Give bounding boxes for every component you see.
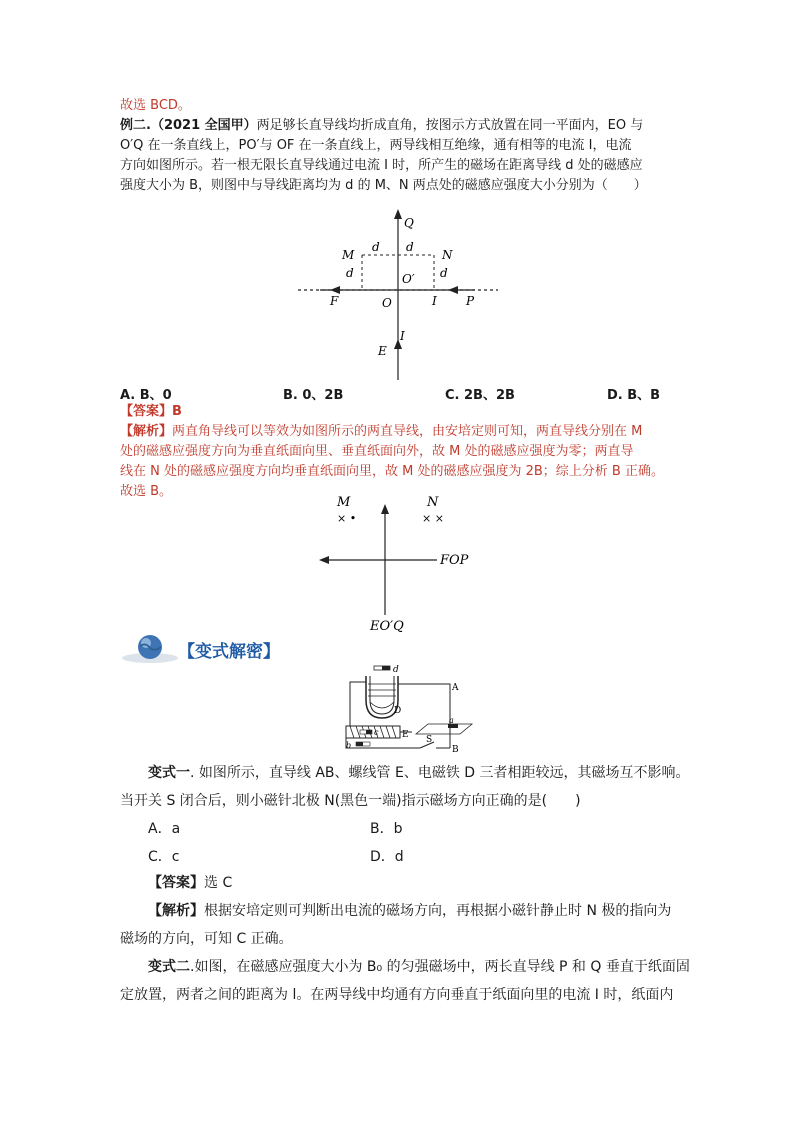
analysis1-line4: 故选 B。 [120, 484, 173, 499]
variant2-line2: 定放置，两者之间的距离为 l。在两导线中均通有方向垂直于纸面向里的电流 I 时，纸面内 [120, 987, 674, 1003]
globe-icon [120, 632, 180, 666]
label-a: a [449, 716, 454, 725]
variant1-answer-label: 【答案】 [148, 875, 204, 891]
variant1-answer [148, 872, 232, 894]
label-M: M [342, 248, 355, 262]
label-c: c [374, 728, 379, 737]
label-I-horizontal: I [432, 294, 437, 308]
label-N2: N [427, 495, 439, 510]
variant1-analysis-label: 【解析】 [148, 903, 204, 919]
variant1-analysis-line1 [148, 900, 671, 922]
label-d-right: d [440, 266, 448, 280]
variant1-option-C: C．c [148, 849, 180, 865]
variant2-label: 变式二 [148, 959, 190, 975]
example2-line3: 方向如图所示。若一根无限长直导线通过电流 I 时，所产生的磁场在距离导线 d 处的磁感应 [120, 158, 643, 173]
arrow-up-icon [381, 504, 389, 514]
label-FOP: FOP [440, 553, 469, 568]
variant1-analysis-line2: 磁场的方向，可知 C 正确。 [120, 931, 293, 947]
N-field-marks: × × [422, 512, 444, 525]
answer1 [120, 402, 182, 422]
analysis1-line2: 处的磁感应强度方向为垂直纸面向里、垂直纸面向外，故 M 处的磁感应强度为零；两直导 [120, 444, 634, 459]
label-d-top-left: d [372, 240, 380, 254]
option-A: A. B、0 [120, 388, 172, 403]
label-d-top-right: d [406, 240, 414, 254]
previous-answer: 故选 BCD。 [120, 98, 191, 113]
option-C: C. 2B、2B [445, 388, 515, 403]
label-P: P [466, 294, 475, 308]
circuit-diagram [340, 662, 480, 754]
label-S: S [426, 735, 433, 745]
variant1-option-D: D．d [370, 849, 404, 865]
equivalent-wire-diagram [315, 490, 495, 635]
label-O-prime: O′ [402, 272, 415, 286]
variant1-text1: . 如图所示，直导线 AB、螺线管 E、电磁铁 D 三者相距较远，其磁场互不影响。 [190, 765, 690, 781]
label-d3: d [393, 665, 399, 675]
label-E: E [378, 344, 387, 358]
label-M2: M [337, 495, 351, 510]
label-N: N [442, 248, 453, 262]
label-B: B [452, 745, 459, 754]
arrow-left-icon [330, 286, 340, 294]
answer1-value: B [172, 404, 182, 419]
arrow-left-icon [448, 286, 458, 294]
label-E3: E [402, 730, 409, 740]
label-EOQ: EO′Q [370, 619, 404, 634]
analysis1-label: 【解析】 [120, 424, 173, 439]
section-title: 【变式解密】 [178, 642, 280, 662]
label-b: b [346, 741, 352, 750]
analysis1-line3: 线在 N 处的磁感应强度方向均垂直纸面向里，故 M 处的磁感应强度为 2B；综上分析 B 正确。 [120, 464, 664, 479]
variant1-line1 [148, 762, 690, 784]
example2-line1 [120, 116, 643, 136]
option-D: D. B、B [607, 388, 661, 403]
variant1-label: 变式一 [148, 765, 190, 781]
variant2-text1: .如图，在磁感应强度大小为 B₀ 的匀强磁场中，两长直导线 P 和 Q 垂直于纸面固 [190, 959, 690, 975]
analysis1-line1 [120, 422, 642, 442]
label-O: O [382, 296, 392, 310]
variant2-line1 [148, 956, 690, 978]
label-I-vertical: I [400, 329, 405, 343]
label-Q: Q [404, 216, 414, 230]
wire-diagram [290, 205, 510, 383]
M-field-marks: × • [337, 512, 357, 525]
example2-source: （2021 全国甲） [150, 118, 257, 133]
variant1-option-B: B．b [370, 821, 403, 837]
variant1-line2: 当开关 S 闭合后，则小磁针北极 N(黑色一端)指示磁场方向正确的是( ) [120, 793, 581, 809]
label-d-left: d [346, 266, 354, 280]
example2-label: 例二. [120, 118, 151, 133]
label-F: F [330, 294, 339, 308]
analysis1-text1: 两直角导线可以等效为如图所示的两直导线，由安培定则可知，两直导线分别在 M [172, 424, 643, 439]
option-B: B. 0、2B [283, 388, 344, 403]
variant1-answer-value: 选 C [204, 875, 233, 891]
answer1-label: 【答案】 [120, 404, 173, 419]
label-D: D [394, 706, 402, 716]
example2-line4: 强度大小为 B，则图中与导线距离均为 d 的 M、N 两点处的磁感应强度大小分别为（ ） [120, 178, 647, 193]
arrow-up-icon [394, 209, 402, 219]
example2-line2: O′Q 在一条直线上，PO′与 OF 在一条直线上，两导线相互绝缘，通有相等的电流 I，电流 [120, 138, 632, 153]
variant1-option-A: A．a [148, 821, 181, 837]
arrow-left-icon [319, 556, 329, 564]
example2-text1: 两足够长直导线均折成直角，按图示方式放置在同一平面内，EO 与 [256, 118, 644, 133]
label-A: A [452, 683, 459, 693]
variant1-analysis-text1: 根据安培定则可判断出电流的磁场方向，再根据小磁针静止时 N 极的指向为 [204, 903, 672, 919]
